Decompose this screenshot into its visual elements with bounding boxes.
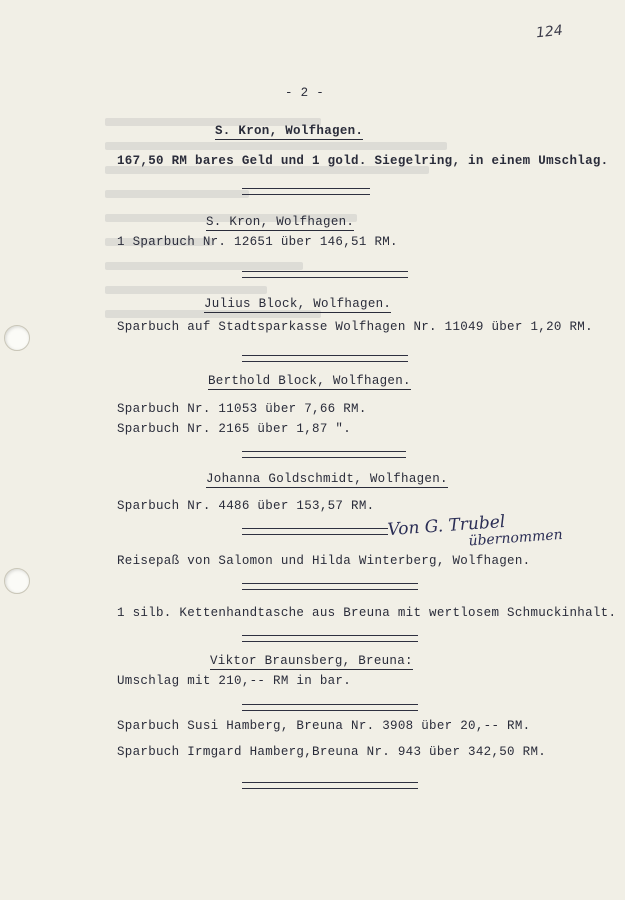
- section-heading: Viktor Braunsberg, Breuna:: [210, 654, 413, 668]
- entry-line: Sparbuch Nr. 4486 über 153,57 RM.: [117, 499, 375, 513]
- separator-line: [242, 583, 418, 590]
- punch-hole-lower: [4, 568, 30, 594]
- separator-line: [242, 528, 388, 535]
- folio-number: 124: [535, 22, 564, 42]
- page-number: - 2 -: [285, 86, 325, 100]
- entry-line: 167,50 RM bares Geld und 1 gold. Siegelring, in einem Umschlag.: [117, 154, 609, 168]
- entry-line: Sparbuch Irmgard Hamberg,Breuna Nr. 943 über 342,50 RM.: [117, 745, 547, 759]
- separator-line: [242, 355, 408, 362]
- separator-line: [242, 782, 418, 789]
- section-heading: S. Kron, Wolfhagen.: [206, 215, 355, 229]
- entry-line: Reisepaß von Salomon und Hilda Winterberg, Wolfhagen.: [117, 554, 531, 568]
- separator-line: [242, 635, 418, 642]
- separator-line: [242, 188, 370, 195]
- entry-line: Sparbuch Nr. 2165 über 1,87 ".: [117, 422, 352, 436]
- separator-line: [242, 451, 406, 458]
- entry-line: Umschlag mit 210,-- RM in bar.: [117, 674, 352, 688]
- entry-line: 1 silb. Kettenhandtasche aus Breuna mit wertlosem Schmuckinhalt.: [117, 606, 617, 620]
- section-heading: Berthold Block, Wolfhagen.: [208, 374, 411, 388]
- punch-hole-upper: [4, 325, 30, 351]
- separator-line: [242, 704, 418, 711]
- separator-line: [242, 271, 408, 278]
- entry-line: 1 Sparbuch Nr. 12651 über 146,51 RM.: [117, 235, 398, 249]
- section-heading: Johanna Goldschmidt, Wolfhagen.: [206, 472, 448, 486]
- section-heading: Julius Block, Wolfhagen.: [204, 297, 392, 311]
- entry-line: Sparbuch Susi Hamberg, Breuna Nr. 3908 über 20,-- RM.: [117, 719, 531, 733]
- section-heading: S. Kron, Wolfhagen.: [215, 124, 364, 138]
- entry-line: Sparbuch Nr. 11053 über 7,66 RM.: [117, 402, 367, 416]
- entry-line: Sparbuch auf Stadtsparkasse Wolfhagen Nr. 11049 über 1,20 RM.: [117, 320, 593, 334]
- handwritten-signature: Von G. Trubel übernommen: [386, 511, 564, 550]
